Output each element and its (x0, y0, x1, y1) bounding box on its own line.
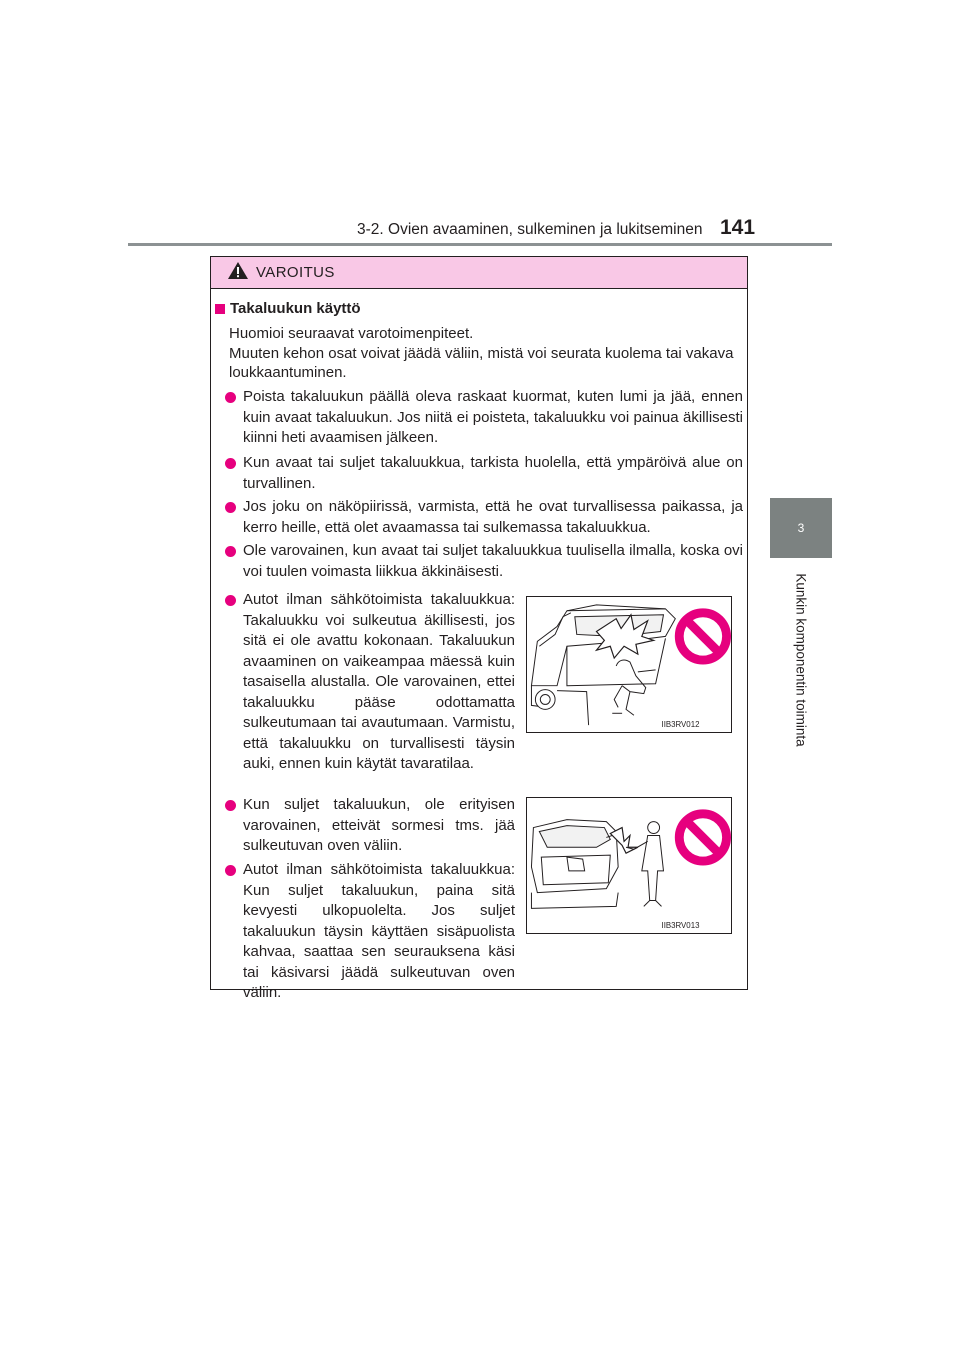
bullet-item (225, 795, 515, 857)
page-number: 141 (720, 216, 756, 239)
intro-line: Huomioi seuraavat varotoimenpiteet. (229, 325, 474, 342)
bullet-dot-icon (225, 392, 236, 403)
bullet-dot-icon (225, 546, 236, 557)
figure-code: IIB3RV013 (661, 921, 700, 931)
bullet-dot-icon (225, 458, 236, 469)
warning-header (211, 257, 747, 289)
bullet-item (225, 497, 743, 538)
tailgate-falling-illustration (527, 597, 731, 732)
warning-triangle-icon (227, 261, 249, 285)
bullet-item (225, 453, 743, 494)
bullet-text: Autot ilman sähkötoimista takaluukkua: Kun suljet takaluukun, paina sitä kevyesti ulkopuolelta. Jos suljet takaluukun täysin käyttäen sisäpuolista kahvaa, saattaa sen seurauksena käsi tai käsivarsi jäädä sulkeutuvan oven väliin. (243, 861, 515, 1001)
bullet-item (225, 590, 515, 775)
finger-pinch-illustration (527, 798, 731, 933)
bullet-item (225, 541, 743, 582)
bullet-item (225, 860, 515, 1004)
section-title-text: Takaluukun käyttö (230, 300, 361, 317)
bullet-text: Kun avaat tai suljet takaluukkua, tarkista huolella, että ympäröivä alue on turvallinen. (243, 454, 743, 492)
bullet-text: Autot ilman sähkötoimista takaluukkua: Takaluukku voi sulkeutua äkillisesti, jos sitä ei ole avattu kokonaan. Takaluukun avaaminen on vaikeampaa mäessä kuin tasaisella alustalla. Ole varovainen, ettei takaluukku pääse odottamatta sulkeutumaan tai avautumaan. Varmistu, että takaluukku on turvallisesti täysin auki, ennen kuin käytät tavaratilaa. (243, 591, 515, 772)
figure-tailgate-hazard (526, 596, 732, 733)
bullet-text: Kun suljet takaluukun, ole erityisen varovainen, etteivät sormesi tms. jää sulkeutuvan oven väliin. (243, 796, 515, 854)
bullet-dot-icon (225, 502, 236, 513)
bullet-text: Jos joku on näköpiirissä, varmista, että he ovat turvallisessa paikassa, ja kerro heille, että olet avaamassa tai sulkemassa takaluukkua. (243, 498, 743, 536)
prohibition-icon (679, 814, 726, 861)
page-header-title: 3-2. Ovien avaaminen, sulkeminen ja lukitseminen (357, 221, 703, 238)
section-title (215, 300, 361, 317)
figure-finger-hazard (526, 797, 732, 934)
figure-code: IIB3RV012 (661, 720, 700, 730)
chapter-tab: 3 (770, 498, 832, 558)
chapter-side-label: Kunkin komponentin toiminta (793, 573, 809, 747)
header-rule (128, 243, 832, 246)
bullet-dot-icon (225, 865, 236, 876)
bullet-item (225, 387, 743, 449)
prohibition-icon (679, 613, 726, 660)
section-square-icon (215, 304, 225, 314)
warning-title: VAROITUS (256, 264, 335, 281)
bullet-text: Poista takaluukun päällä oleva raskaat kuormat, kuten lumi ja jää, ennen kuin avaat takaluukun. Jos niitä ei poisteta, takaluukku voi painua äkillisesti kiinni heti avaamisen jälkeen. (243, 388, 743, 446)
bullet-text: Ole varovainen, kun avaat tai suljet takaluukkua tuulisella ilmalla, koska ovi voi tuulen voimasta liikkua äkkinäisesti. (243, 542, 743, 580)
bullet-dot-icon (225, 595, 236, 606)
intro-line: Muuten kehon osat voivat jäädä väliin, mistä voi seurata kuolema tai vakava loukkaantuminen. (229, 344, 734, 381)
intro-text (229, 324, 739, 383)
bullet-dot-icon (225, 800, 236, 811)
